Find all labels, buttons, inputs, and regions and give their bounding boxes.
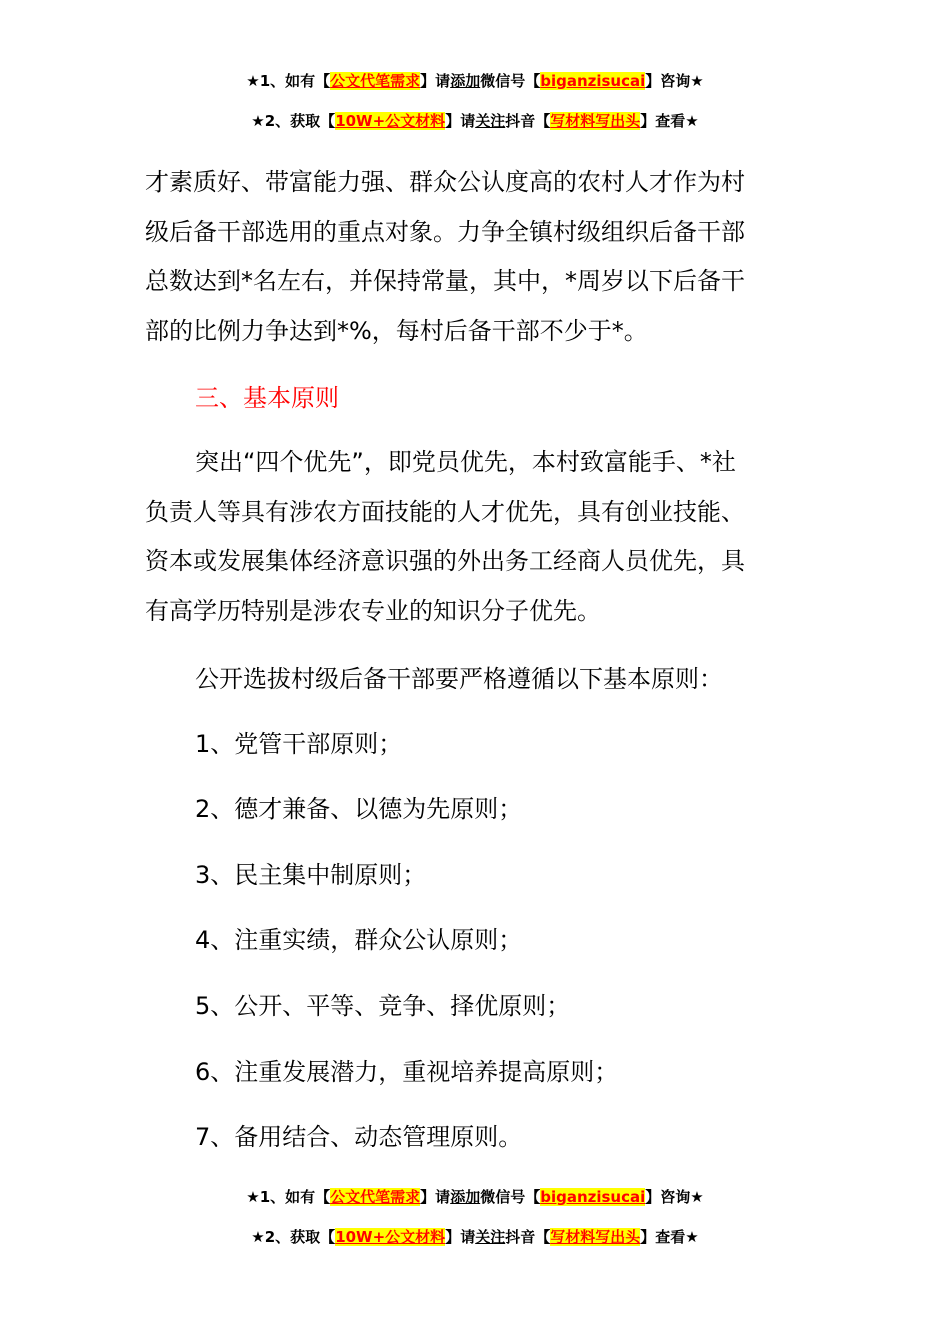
banner-text: 抖音【 (505, 112, 551, 130)
paragraph-line: 资本或发展集体经济意识强的外出务工经商人员优先，具 (145, 547, 745, 575)
banner-underline: 添加 (450, 72, 481, 90)
banner-highlight: 写材料写出头 (550, 112, 641, 130)
list-item: 2、德才兼备、以德为先原则； (195, 795, 523, 823)
list-item: 1、党管干部原则； (195, 730, 403, 758)
banner-suffix: 】咨询★ (645, 72, 704, 90)
banner-text: 】请 (420, 1188, 451, 1206)
list-item: 6、注重发展潜力，重视培养提高原则； (195, 1058, 619, 1086)
banner-prefix: ★1、如有【 (246, 1188, 331, 1206)
banner-suffix: 】查看★ (640, 1228, 699, 1246)
banner-text: 】请 (445, 112, 476, 130)
banner-underline: 关注 (475, 1228, 506, 1246)
banner-underline: 添加 (450, 1188, 481, 1206)
banner-highlight: biganzisucai (540, 72, 646, 90)
banner-prefix: ★1、如有【 (246, 72, 331, 90)
top-banner-1 (0, 70, 950, 92)
banner-text: 微信号【 (480, 1188, 541, 1206)
banner-highlight: 公文代笔需求 (330, 1188, 421, 1206)
banner-suffix: 】咨询★ (645, 1188, 704, 1206)
list-item: 5、公开、平等、竞争、择优原则； (195, 992, 571, 1020)
paragraph-line: 负责人等具有涉农方面技能的人才优先，具有创业技能、 (145, 497, 745, 526)
bottom-banner-2 (0, 1226, 950, 1248)
section-heading: 三、基本原则 (195, 384, 339, 412)
banner-prefix: ★2、获取【 (251, 112, 336, 130)
list-item: 3、民主集中制原则； (195, 861, 427, 889)
banner-highlight: 10W+公文材料 (335, 1228, 446, 1246)
banner-highlight: 公文代笔需求 (330, 72, 421, 90)
list-item: 7、备用结合、动态管理原则。 (195, 1123, 523, 1151)
paragraph-line: 部的比例力争达到*%，每村后备干部不少于*。 (145, 316, 648, 345)
paragraph-line: 才素质好、带富能力强、群众公认度高的农村人才作为村 (145, 168, 745, 196)
banner-prefix: ★2、获取【 (251, 1228, 336, 1246)
paragraph-line: 有高学历特别是涉农专业的知识分子优先。 (145, 596, 601, 625)
paragraph-line: 总数达到*名左右，并保持常量，其中，*周岁以下后备干 (145, 267, 745, 295)
banner-highlight: 写材料写出头 (550, 1228, 641, 1246)
banner-text: 】请 (420, 72, 451, 90)
banner-suffix: 】查看★ (640, 112, 699, 130)
paragraph-line: 突出“四个优先”，即党员优先，本村致富能手、*社 (195, 448, 736, 476)
banner-highlight: biganzisucai (540, 1188, 646, 1206)
banner-underline: 关注 (475, 112, 506, 130)
paragraph-2 (145, 438, 815, 636)
principles-intro: 公开选拔村级后备干部要严格遵循以下基本原则： (195, 665, 723, 693)
paragraph-line: 级后备干部选用的重点对象。力争全镇村级组织后备干部 (145, 217, 745, 246)
paragraph-1 (145, 158, 815, 356)
banner-highlight: 10W+公文材料 (335, 112, 446, 130)
banner-text: 】请 (445, 1228, 476, 1246)
top-banner-2 (0, 110, 950, 132)
list-item: 4、注重实绩，群众公认原则； (195, 926, 523, 954)
banner-text: 抖音【 (505, 1228, 551, 1246)
banner-text: 微信号【 (480, 72, 541, 90)
bottom-banner-1 (0, 1186, 950, 1208)
